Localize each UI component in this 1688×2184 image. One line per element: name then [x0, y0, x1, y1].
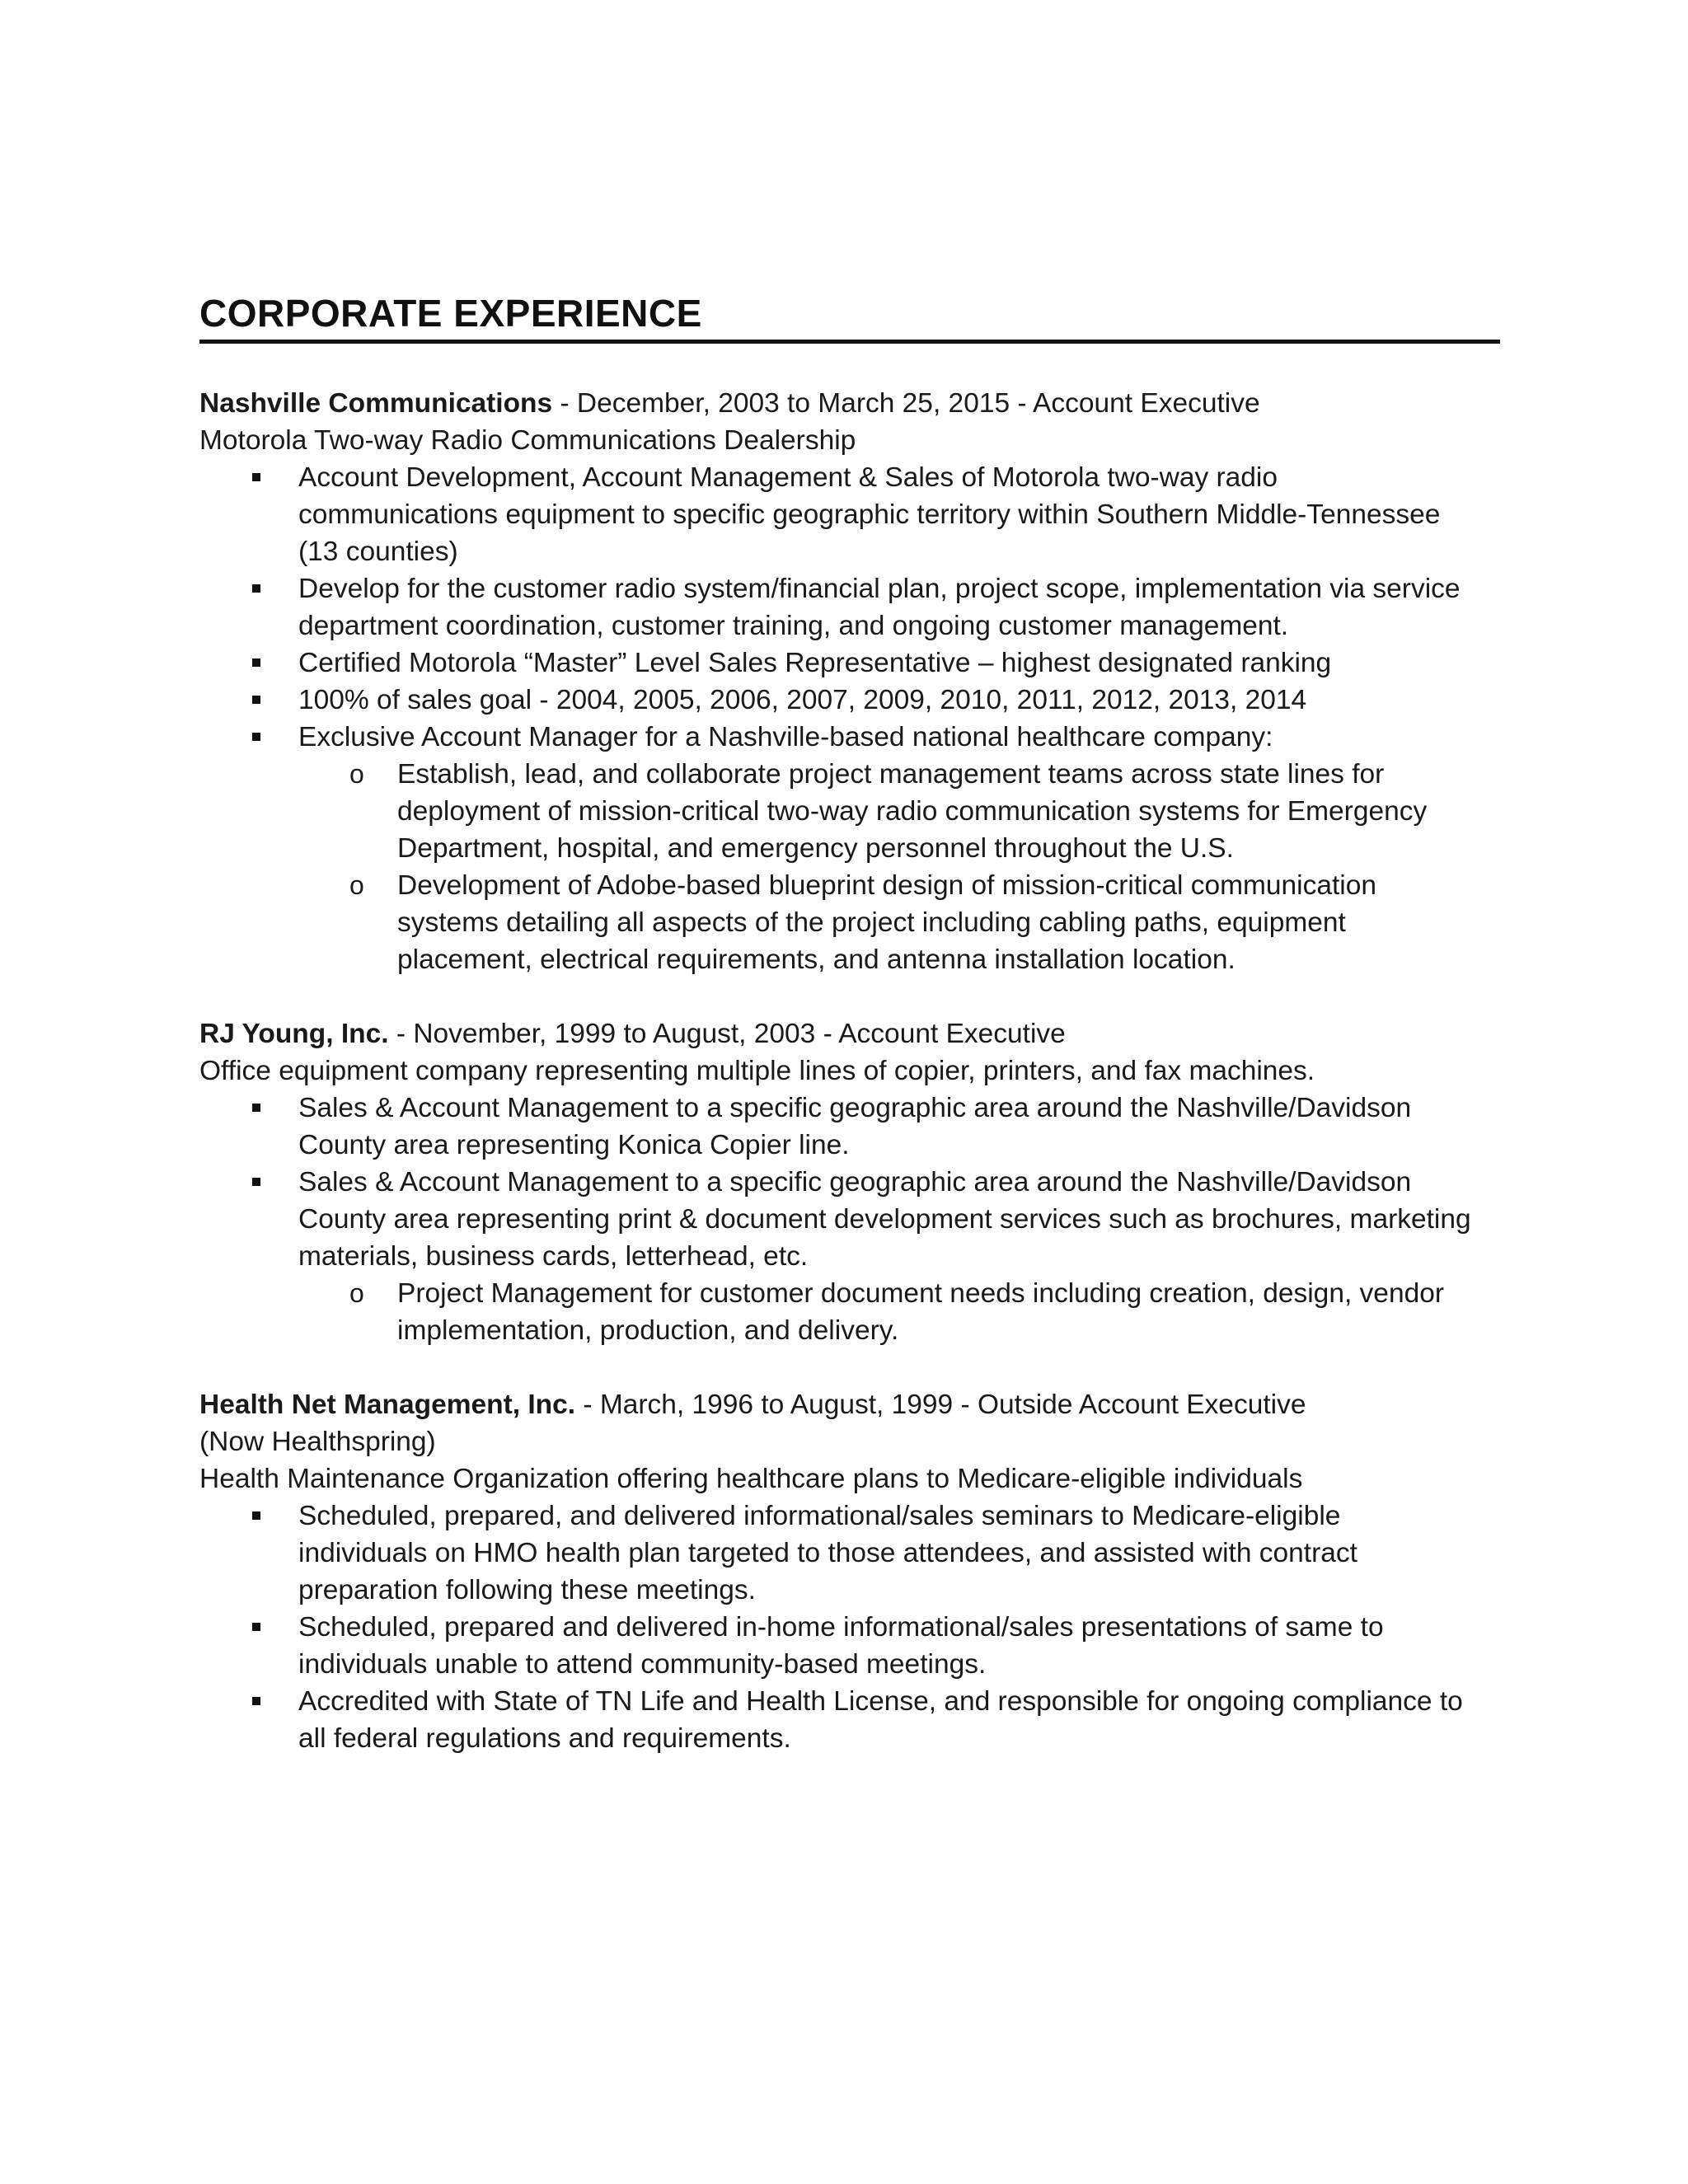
- square-bullet-icon: [252, 1697, 260, 1705]
- list-item: Certified Motorola “Master” Level Sales Representative – highest designated ranking: [199, 644, 1502, 682]
- job-header: [199, 385, 1502, 422]
- list-item: Account Development, Account Management & Sales of Motorola two-way radio communications equipment to specific geographic territory within Southern Middle-Tennessee (13 counties): [199, 459, 1502, 570]
- list-item: Scheduled, prepared and delivered in-home informational/sales presentations of same to individuals unable to attend community-based meetings.: [199, 1609, 1502, 1683]
- job-dates-title: - March, 1996 to August, 1999 - Outside Account Executive: [575, 1389, 1306, 1420]
- job-dates-title: - November, 1999 to August, 2003 - Account Executive: [388, 1018, 1066, 1049]
- job-entry: [199, 1386, 1502, 1757]
- sub-list-item: o Project Management for customer document needs including creation, design, vendor implementation, production, and delivery.: [298, 1275, 1502, 1349]
- job-subtitle: Motorola Two-way Radio Communications Dealership: [199, 424, 856, 456]
- job-entry: [199, 385, 1502, 978]
- list-item: Scheduled, prepared, and delivered informational/sales seminars to Medicare-eligible individuals on HMO health plan targeted to those attendees, and assisted with contract preparation following these meetings.: [199, 1497, 1502, 1609]
- square-bullet-icon: [252, 1623, 260, 1631]
- spacer: [199, 1349, 1502, 1386]
- list-item: Accredited with State of TN Life and Health License, and responsible for ongoing compliance to all federal regulations and requirements.: [199, 1683, 1502, 1757]
- company-name: Nashville Communications: [199, 387, 553, 419]
- resume-content: [199, 293, 1502, 1757]
- job-dates-title: - December, 2003 to March 25, 2015 - Account Executive: [552, 387, 1260, 419]
- square-bullet-icon: [252, 733, 260, 741]
- circle-bullet-icon: o: [349, 869, 364, 900]
- company-name: Health Net Management, Inc.: [199, 1389, 576, 1420]
- job-bullets: [199, 1497, 1502, 1757]
- circle-bullet-icon: o: [349, 1277, 364, 1308]
- job-entry: [199, 1015, 1502, 1349]
- list-item: Sales & Account Management to a specific geographic area around the Nashville/Davidson County area representing print & document development services such as brochures, marketing materials, business cards, letterhead, etc. o Project Management for customer document needs including creation, design, vendor implementation, production, and delivery.: [199, 1164, 1502, 1349]
- spacer: [199, 978, 1502, 1015]
- job-header: [199, 1015, 1502, 1052]
- square-bullet-icon: [252, 658, 260, 667]
- job-header: [199, 1386, 1502, 1423]
- square-bullet-icon: [252, 1104, 260, 1112]
- sub-list-item: o Establish, lead, and collaborate project management teams across state lines for deployment of mission-critical two-way radio communication systems for Emergency Department, hospital, and emergency personnel throughout the U.S.: [298, 756, 1502, 867]
- company-name: RJ Young, Inc.: [199, 1018, 389, 1049]
- square-bullet-icon: [252, 1178, 260, 1186]
- list-item: Develop for the customer radio system/financial plan, project scope, implementation via service department coordination, customer training, and ongoing customer management.: [199, 570, 1502, 644]
- list-item: Sales & Account Management to a specific geographic area around the Nashville/Davidson County area representing Konica Copier line.: [199, 1090, 1502, 1164]
- square-bullet-icon: [252, 696, 260, 704]
- circle-bullet-icon: o: [349, 758, 364, 789]
- job-bullets: [199, 459, 1502, 978]
- list-item: Exclusive Account Manager for a Nashville-based national healthcare company: o Establish, lead, and collaborate project management teams across state lines for deployment of mission-critical two-way radio communication systems for Emergency Department, hospital, and emergency personnel throughout the U.S. o Development of Adobe-based blueprint design of mission-critical communication systems detailing all aspects of the project including cabling paths, equipment placement, electrical requirements, and antenna installation location.: [199, 719, 1502, 978]
- section-divider: [199, 340, 1500, 344]
- sub-bullets: [298, 756, 1502, 978]
- sub-list-item: o Development of Adobe-based blueprint design of mission-critical communication systems detailing all aspects of the project including cabling paths, equipment placement, electrical requirements, and antenna installation location.: [298, 867, 1502, 978]
- job-bullets: [199, 1090, 1502, 1349]
- list-item: 100% of sales goal - 2004, 2005, 2006, 2007, 2009, 2010, 2011, 2012, 2013, 2014: [199, 682, 1502, 719]
- job-subtitle: Office equipment company representing multiple lines of copier, printers, and fax machines.: [199, 1055, 1315, 1086]
- job-subtitle: (Now Healthspring): [199, 1426, 436, 1457]
- square-bullet-icon: [252, 584, 260, 593]
- sub-bullets: [298, 1275, 1502, 1349]
- section-title: CORPORATE EXPERIENCE: [199, 292, 702, 335]
- job-description: Health Maintenance Organization offering healthcare plans to Medicare-eligible individuals: [199, 1463, 1303, 1494]
- square-bullet-icon: [252, 473, 260, 481]
- square-bullet-icon: [252, 1511, 260, 1520]
